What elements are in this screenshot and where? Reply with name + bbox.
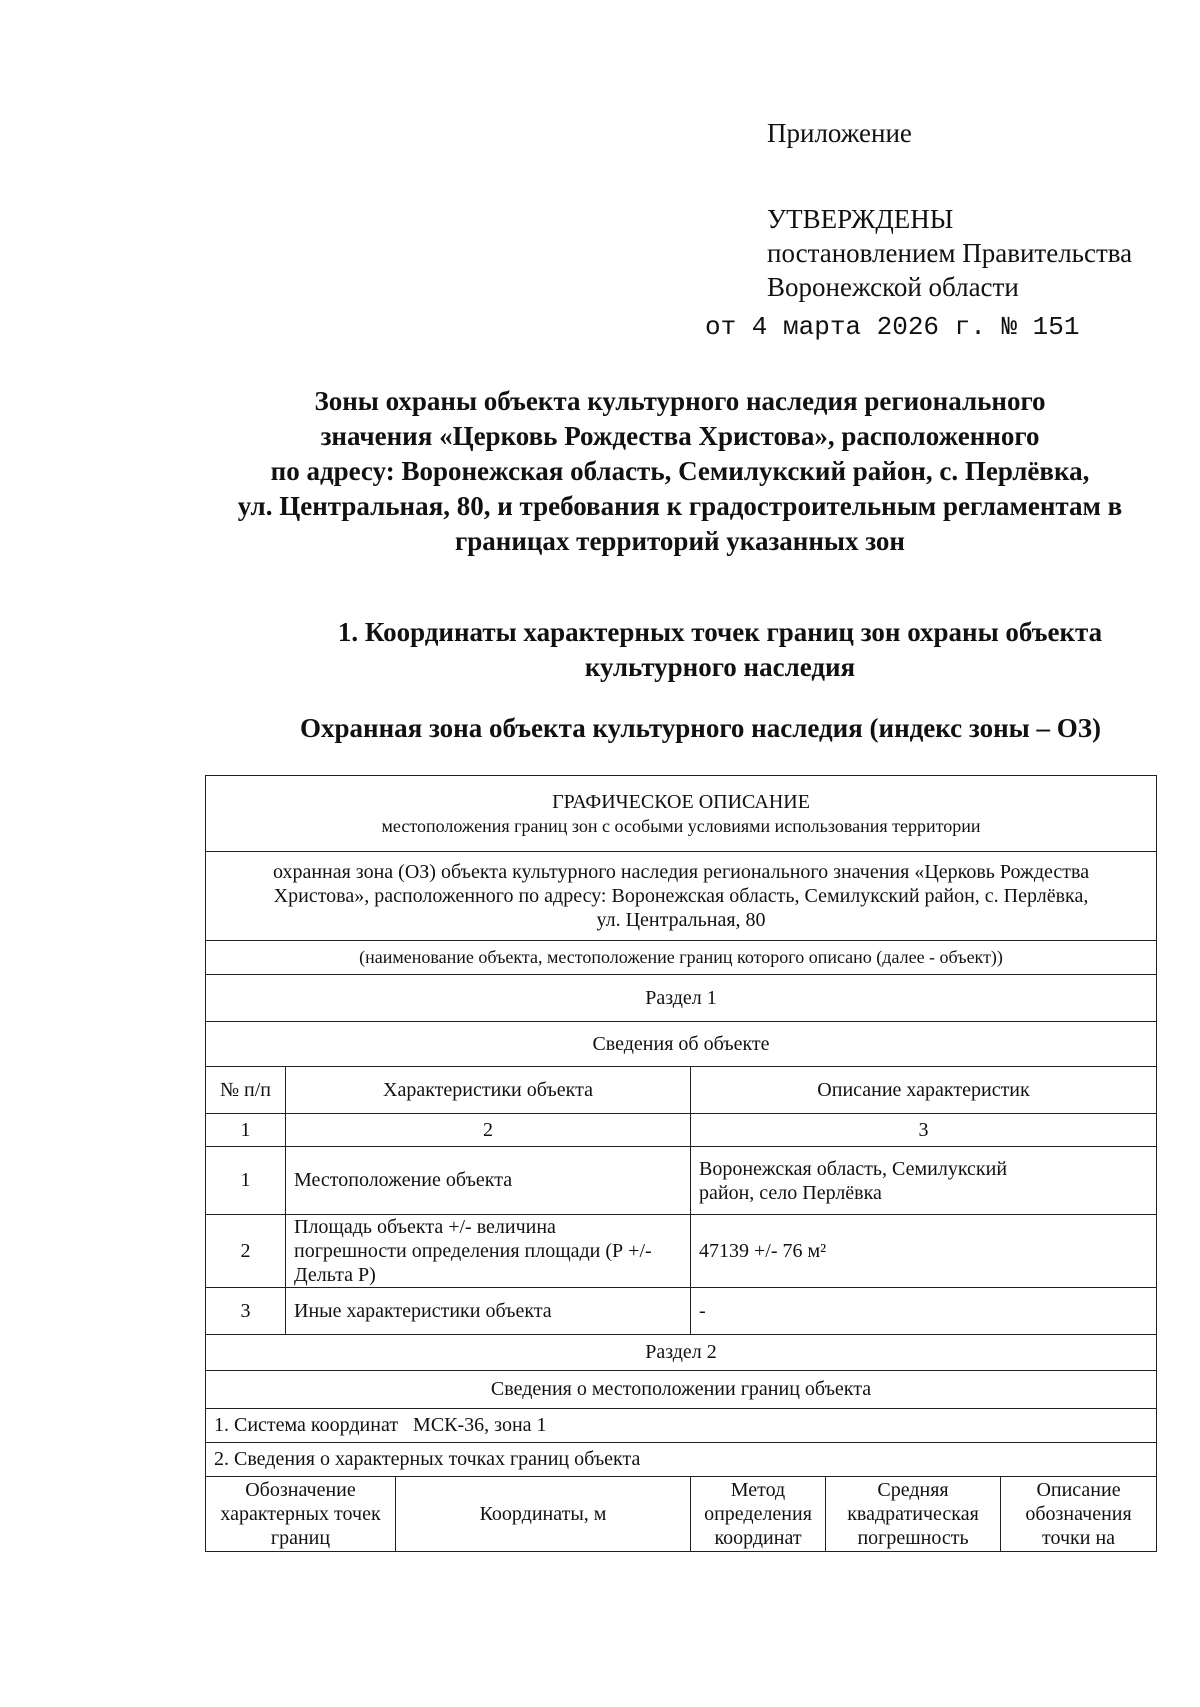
section2-label: Раздел 2 bbox=[206, 1335, 1157, 1371]
section-title-line: культурного наследия bbox=[584, 652, 856, 682]
table-header-cell bbox=[206, 776, 1157, 852]
row-characteristic: Местоположение объекта bbox=[286, 1147, 691, 1215]
approval-block bbox=[767, 202, 1132, 304]
zone-heading: Охранная зона объекта культурного наследия (индекс зоны – ОЗ) bbox=[300, 713, 1101, 743]
object-line: Христова», расположенного по адресу: Воронежская область, Семилукский район, с. Перлёвка, bbox=[273, 885, 1089, 907]
col-number: 3 bbox=[691, 1114, 1157, 1147]
col-number: 2 bbox=[286, 1114, 691, 1147]
row-description bbox=[691, 1147, 1157, 1215]
points-info: 2. Сведения о характерных точках границ объекта bbox=[206, 1443, 1157, 1477]
appendix-label: Приложение bbox=[767, 118, 912, 148]
approved-by-line: постановлением Правительства bbox=[767, 238, 1133, 268]
coordinate-system: 1. Система координат МСК-36, зона 1 bbox=[206, 1409, 1157, 1443]
row-number: 1 bbox=[206, 1147, 286, 1215]
points-header-designation: Обозначение характерных точек границ bbox=[206, 1477, 396, 1552]
row-characteristic-line: погрешности определения площади (Р +/- Дельта Р) bbox=[294, 1240, 652, 1286]
points-header-coords: Координаты, м bbox=[396, 1477, 691, 1552]
title-line: по адресу: Воронежская область, Семилукский район, с. Перлёвка, bbox=[270, 456, 1090, 486]
col-number: 1 bbox=[206, 1114, 286, 1147]
order-date: от 4 марта 2026 г. № 151 bbox=[705, 312, 1080, 342]
section1-title: Сведения об объекте bbox=[206, 1022, 1157, 1067]
title-line: Зоны охраны объекта культурного наследия регионального bbox=[314, 386, 1046, 416]
title-line: значения «Церковь Рождества Христова», расположенного bbox=[320, 421, 1040, 451]
row-number: 2 bbox=[206, 1215, 286, 1288]
title-line: границах территорий указанных зон bbox=[454, 526, 905, 556]
points-header-description: Описание обозначения точки на bbox=[1001, 1477, 1157, 1552]
row-description-line: Воронежская область, Семилукский bbox=[699, 1157, 1008, 1180]
graphic-description-table bbox=[205, 775, 1157, 1552]
row-description-line: район, село Перлёвка bbox=[699, 1181, 882, 1204]
object-line: охранная зона (ОЗ) объекта культурного наследия регионального значения «Церковь Рождества bbox=[272, 861, 1090, 883]
col-header-characteristic: Характеристики объекта bbox=[286, 1067, 691, 1114]
col-header-number: № п/п bbox=[206, 1067, 286, 1114]
section2-title: Сведения о местоположении границ объекта bbox=[206, 1371, 1157, 1409]
section-title bbox=[300, 615, 1140, 685]
object-caption: (наименование объекта, местоположение границ которого описано (далее - объект)) bbox=[206, 941, 1157, 975]
row-description: - bbox=[691, 1288, 1157, 1335]
row-description: 47139 +/- 76 м² bbox=[691, 1215, 1157, 1288]
object-description-cell bbox=[206, 852, 1157, 941]
document-title bbox=[200, 384, 1160, 559]
title-line: ул. Центральная, 80, и требования к градостроительным регламентам в bbox=[237, 491, 1123, 521]
section-title-line: 1. Координаты характерных точек границ зон охраны объекта bbox=[337, 617, 1103, 647]
section1-label: Раздел 1 bbox=[206, 975, 1157, 1022]
row-characteristic: Иные характеристики объекта bbox=[286, 1288, 691, 1335]
row-number: 3 bbox=[206, 1288, 286, 1335]
table-header-title: ГРАФИЧЕСКОЕ ОПИСАНИЕ bbox=[552, 790, 810, 813]
object-line: ул. Центральная, 80 bbox=[596, 909, 766, 931]
col-header-description: Описание характеристик bbox=[691, 1067, 1157, 1114]
row-characteristic bbox=[286, 1215, 691, 1288]
approved-by-line: Воронежской области bbox=[767, 272, 1019, 302]
row-characteristic-line: Площадь объекта +/- величина bbox=[294, 1216, 556, 1238]
points-header-error: Средняя квадратическая погрешность bbox=[826, 1477, 1001, 1552]
points-header-method: Метод определения координат bbox=[691, 1477, 826, 1552]
approved-label: УТВЕРЖДЕНЫ bbox=[767, 204, 954, 234]
table-header-subtitle: местоположения границ зон с особыми условиями использования территории bbox=[381, 815, 981, 836]
